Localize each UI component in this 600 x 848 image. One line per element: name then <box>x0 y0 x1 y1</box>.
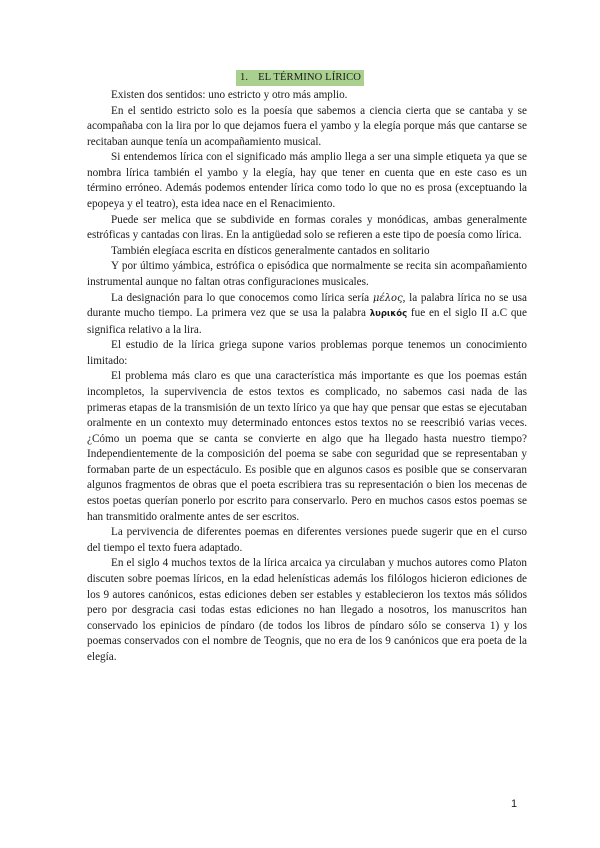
section-number: 1. <box>239 72 249 83</box>
document-body <box>87 88 527 665</box>
paragraph-greek-terms <box>87 291 527 339</box>
paragraph: En el sentido estricto solo es la poesía que sabemos a ciencia cierta que se cantaba y se acompañaba con la lira por lo que dejamos fuera el yambo y la elegía porque más que cantarse se recitaban aunque tenía un acompañamiento musical. <box>87 104 527 148</box>
greek-term-melos: μέλος <box>372 292 403 304</box>
paragraph: En el siglo 4 muchos textos de la lírica arcaica ya circulaban y muchos autores como Platon discuten sobre poemas líricos, en la edad helenísticas además los filólogos hicieron ediciones de los 9 autores canónicos, estas ediciones deben ser estables y establecieron los textos más sólidos pero por desgracia casi todas estas ediciones no han llegado a nosotros, los manuscritos han conservado los epinicios de píndaro (de todos los libros de píndaro sólo se conserva 1) y los poemas conservados con el nombre de Teognis, que no era de los 9 canónicos que era poeta de la elegía. <box>87 557 527 663</box>
paragraph-text: fue en el siglo II a.C que significa relativo a la lira. <box>87 307 527 336</box>
paragraph: El estudio de la lírica griega supone varios problemas porque tenemos un conocimiento limitado: <box>87 339 527 367</box>
paragraph: Existen dos sentidos: uno estricto y otro más amplio. <box>111 89 348 101</box>
paragraph: Y por último yámbica, estrófica o episódica que normalmente se recita sin acompañamiento instrumental aunque no faltan otras configuraciones musicales. <box>87 260 527 288</box>
paragraph-text: La designación para lo que conocemos como lírica sería <box>111 291 373 304</box>
paragraph: Si entendemos lírica con el significado más amplio llega a ser una simple etiqueta ya que se nombra lírica también el yambo y la elegía, hay que tener en cuenta que en este caso es un término erróneo. Además podemos entender lírica como todo lo que no es prosa (exceptuando la epopeya y el teatro), esta idea nace en el Renacimiento. <box>87 151 527 211</box>
paragraph: El problema más claro es que una característica más importante es que los poemas están incompletos, la supervivencia de estos textos es complicado, no sabemos casi nada de las primeras etapas de la transmisión de un texto lírico ya que hay que pensar que estas se ejecutaban oralmente en un contexto muy determinado entonces estos textos no se reescribió varias veces. ¿Cómo un poema que se canta se convierte en algo que ha llegado hasta nuestro tiempo? Independientemente de la composición del poema se sabe con seguridad que se representaban y formaban parte de un espectáculo. Es posible que en algunos casos es posible que se conservaran algunos fragmentos de obras que el poeta escribiera tras su representación o bien los mecenas de estos poetas querían ponerlo por escrito para conservarlo. Pero en muchos casos estos poemas se han transmitido oralmente antes de ser escritos. <box>87 370 527 523</box>
page-number: 1 <box>511 798 518 810</box>
paragraph: También elegíaca escrita en dísticos generalmente cantados en solitario <box>111 244 430 257</box>
greek-term-lyrikos: λυρικός <box>369 309 408 320</box>
section-heading <box>236 70 364 86</box>
paragraph: Puede ser melica que se subdivide en formas corales y monódicas, ambas generalmente estróficas y cantadas con liras. En la antigüedad solo se refieren a este tipo de poesía como lírica. <box>87 213 527 242</box>
section-heading-wrap <box>0 70 600 86</box>
paragraph-text: , la palabra lírica no se usa durante mucho tiempo. La primera vez que se usa la palabra <box>87 291 527 320</box>
section-title: EL TÉRMINO LÍRICO <box>258 72 362 83</box>
paragraph: La pervivencia de diferentes poemas en diferentes versiones puede sugerir que en el curso del tiempo el texto fuera adaptado. <box>87 526 527 554</box>
